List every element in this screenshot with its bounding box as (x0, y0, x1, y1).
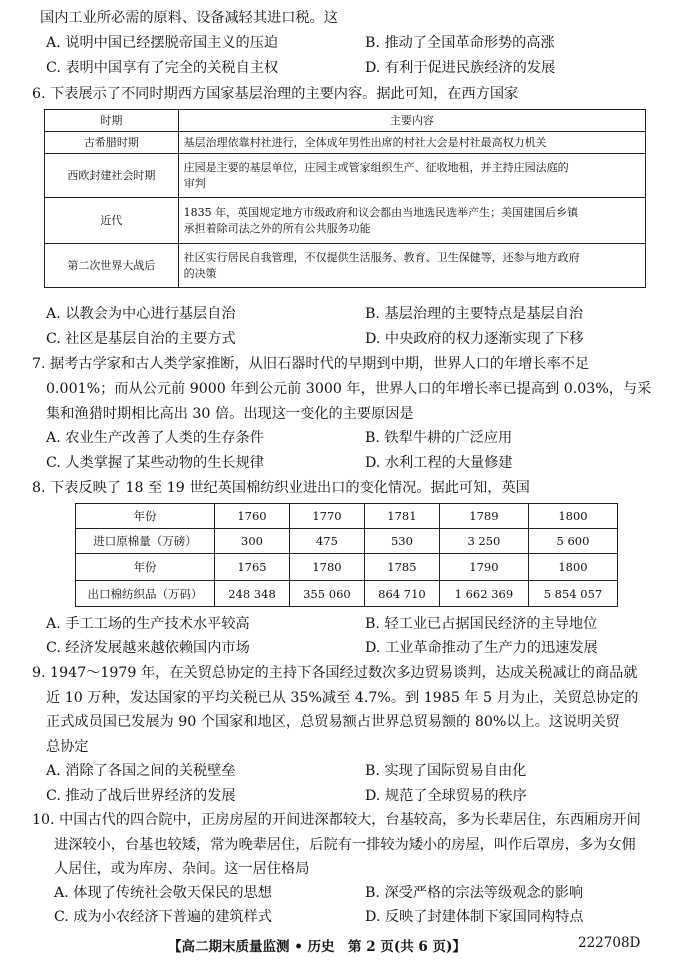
q8-export-row-label: 出口棉纺织品（万码） (76, 581, 215, 607)
q7-stem-line: 集和渔猎时期相比高出 30 倍。出现这一变化的主要原因是 (46, 406, 414, 422)
q10-option-c: C. 成为小农经济下普遍的建筑样式 (54, 909, 272, 925)
q6-option-c: C. 社区是基层自治的主要方式 (46, 331, 236, 347)
q6-table (44, 109, 646, 288)
q5-stem-tail: 国内工业所必需的原料、设备减轻其进口税。这 (40, 10, 338, 26)
q8-export-value: 248 348 (215, 581, 290, 607)
q8-stem: 8. 下表反映了 18 至 19 世纪英国棉纺织业进出口的变化情况。据此可知，英国 (32, 480, 530, 496)
q5-option-b: B. 推动了全国革命形势的高涨 (365, 35, 555, 51)
q6-option-d: D. 中央政府的权力逐渐实现了下移 (365, 331, 584, 347)
q8-export-year: 1785 (364, 554, 439, 581)
q5-option-c: C. 表明中国享有了完全的关税自主权 (46, 60, 279, 76)
q9-stem-line: 9. 1947～1979 年，在关贸总协定的主持下各国经过数次多边贸易谈判，达成关税减让的商品就 (32, 665, 638, 681)
q9-option-a: A. 消除了各国之间的关税壁垒 (46, 763, 236, 779)
footer-code: 222708D (578, 935, 641, 951)
q8-export-year-label: 年份 (76, 554, 215, 581)
q8-import-value: 5 600 (528, 529, 617, 554)
q8-import-row-label: 进口原棉量（万磅） (76, 529, 215, 554)
q8-option-d: D. 工业革命推动了生产力的迅速发展 (365, 640, 598, 656)
q9-option-d: D. 规范了全球贸易的秩序 (365, 788, 527, 804)
q6-option-b: B. 基层治理的主要特点是基层自治 (365, 306, 584, 322)
q8-import-value: 300 (215, 529, 290, 554)
q8-export-year: 1790 (439, 554, 528, 581)
q6-row-content: 1835 年，英国规定地方市级政府和议会都由当地选民选举产生；美国建国后乡镇 承担着除司法之外的所有公共服务功能 (178, 198, 645, 244)
q8-export-value: 1 662 369 (439, 581, 528, 607)
footer-title: 【高二期末质量监测 • 历史 第 2 页(共 6 页)】 (168, 939, 466, 955)
q8-export-year: 1800 (528, 554, 617, 581)
q8-import-year: 1800 (528, 504, 617, 529)
q8-import-year-label: 年份 (76, 504, 215, 529)
q6-row-content: 社区实行居民自我管理，不仅提供生活服务、教育、卫生保健等，还参与地方政府 的决策 (178, 244, 645, 288)
q6-row-period: 第二次世界大战后 (45, 244, 179, 288)
q8-option-a: A. 手工工场的生产技术水平较高 (46, 616, 250, 632)
q8-export-year: 1765 (215, 554, 290, 581)
q6-row-period: 西欧封建社会时期 (45, 154, 179, 198)
q7-option-a: A. 农业生产改善了人类的生存条件 (46, 430, 264, 446)
q8-import-value: 530 (364, 529, 439, 554)
q10-option-b: B. 深受严格的宗法等级观念的影响 (365, 885, 584, 901)
q6-row-period: 近代 (45, 198, 179, 244)
q6-header-content: 主要内容 (178, 110, 645, 132)
q8-import-value: 3 250 (439, 529, 528, 554)
q9-stem-line: 正式成员国已发展为 90 个国家和地区，总贸易额占世界总贸易额的 80%以上。这说明关贸 (46, 714, 620, 730)
q6-row-period: 古希腊时期 (45, 132, 179, 154)
q8-option-c: C. 经济发展越来越依赖国内市场 (46, 640, 250, 656)
q7-stem-line: 0.001%；而从公元前 9000 年到公元前 3000 年，世界人口的年增长率已提高到 0.03%，与采 (46, 381, 652, 397)
q8-import-value: 475 (289, 529, 364, 554)
q9-option-c: C. 推动了战后世界经济的发展 (46, 788, 236, 804)
q6-header-period: 时期 (45, 110, 179, 132)
q8-export-value: 355 060 (289, 581, 364, 607)
q8-import-year: 1770 (289, 504, 364, 529)
q7-option-b: B. 铁犁牛耕的广泛应用 (365, 430, 513, 446)
q8-export-value: 864 710 (364, 581, 439, 607)
q9-stem-line: 近 10 万种，发达国家的平均关税已从 35%减至 4.7%。到 1985 年 5 月为止，关贸总协定的 (46, 690, 639, 706)
q8-export-value: 5 854 057 (528, 581, 617, 607)
q8-table (75, 503, 618, 607)
q6-option-a: A. 以教会为中心进行基层自治 (46, 306, 236, 322)
q8-export-year: 1780 (289, 554, 364, 581)
q7-option-d: D. 水利工程的大量修建 (365, 455, 513, 471)
q6-stem: 6. 下表展示了不同时期西方国家基层治理的主要内容。据此可知，在西方国家 (32, 86, 519, 102)
q7-option-c: C. 人类掌握了某些动物的生长规律 (46, 455, 264, 471)
q10-option-a: A. 体现了传统社会敬天保民的思想 (54, 885, 272, 901)
q8-option-b: B. 轻工业已占据国民经济的主导地位 (365, 616, 598, 632)
q5-option-d: D. 有利于促进民族经济的发展 (365, 60, 556, 76)
q6-row-content: 庄园是主要的基层单位，庄园主或管家组织生产、征收地租，并主持庄园法庭的 审判 (178, 154, 645, 198)
q8-import-year: 1760 (215, 504, 290, 529)
q8-import-year: 1789 (439, 504, 528, 529)
q10-option-d: D. 反映了封建体制下家国同构特点 (365, 909, 584, 925)
q10-stem-line: 人居住，或为库房、杂间。这一居住格局 (54, 861, 310, 877)
q8-import-year: 1781 (364, 504, 439, 529)
q6-row-content: 基层治理依靠村社进行，全体成年男性出席的村社大会是村社最高权力机关 (178, 132, 645, 154)
q9-option-b: B. 实现了国际贸易自由化 (365, 763, 527, 779)
q9-stem-line: 总协定 (46, 739, 89, 755)
q5-option-a: A. 说明中国已经摆脱帝国主义的压迫 (46, 35, 279, 51)
q10-stem-line: 10. 中国古代的四合院中，正房房屋的开间进深都较大，台基较高，多为长辈居住，东西厢房开间 (32, 812, 641, 828)
q7-stem-line: 7. 据考古学家和古人类学家推断，从旧石器时代的早期到中期，世界人口的年增长率不足 (32, 356, 590, 372)
q10-stem-line: 进深较小，台基也较矮，常为晚辈居住，后院有一排较为矮小的房屋，叫作后罩房，多为女佣 (54, 837, 636, 853)
